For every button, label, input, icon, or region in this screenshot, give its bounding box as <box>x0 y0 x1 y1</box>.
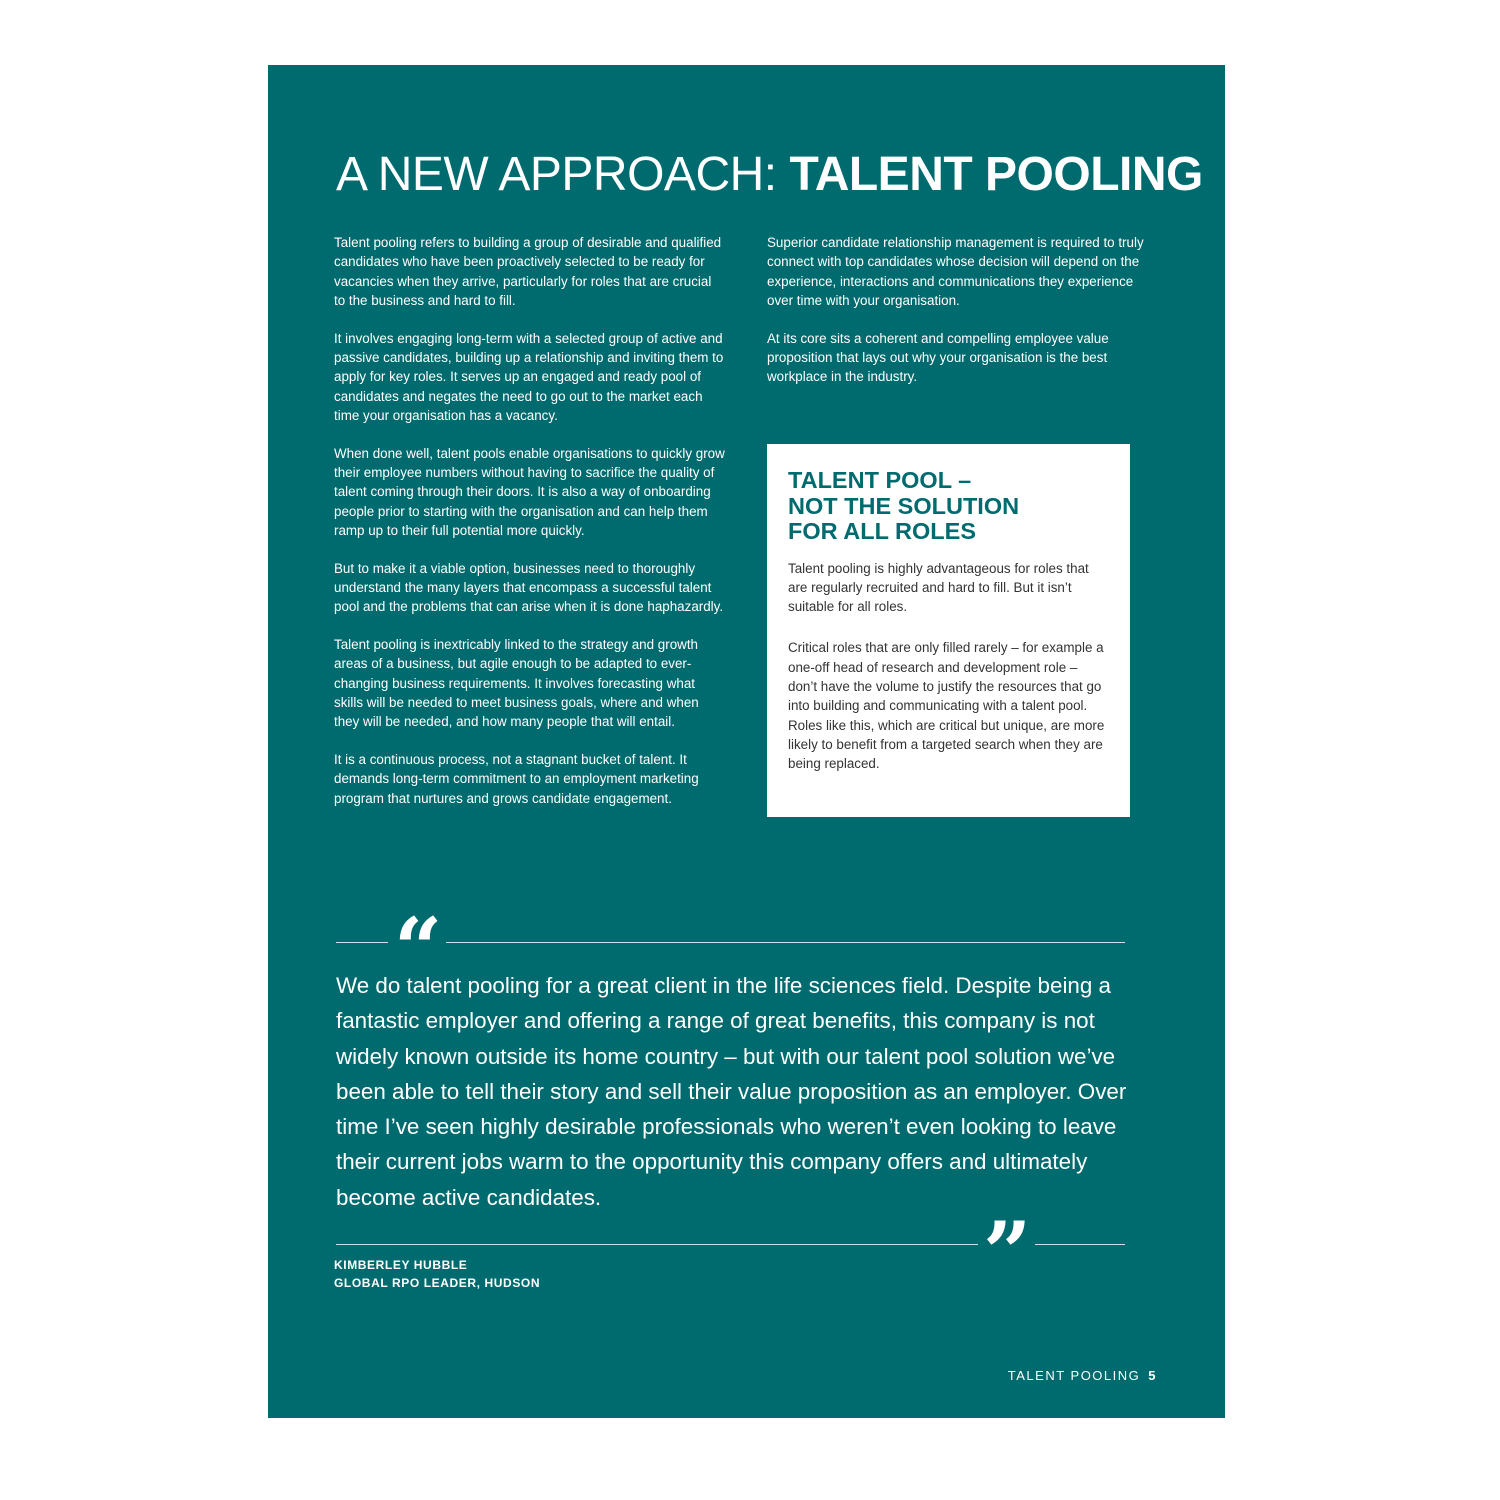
divider-line <box>446 942 1125 943</box>
page-title <box>336 147 1203 203</box>
quote-author: KIMBERLEY HUBBLE <box>334 1258 468 1272</box>
paragraph: At its core sits a coherent and compelling employee value proposition that lays out why your organisation is the best workplace in the industry. <box>767 330 1109 385</box>
title-light: A NEW APPROACH: <box>336 148 790 201</box>
divider-line <box>336 942 388 943</box>
title-bold: TALENT POOLING <box>789 148 1203 201</box>
quote-author-role: GLOBAL RPO LEADER, HUDSON <box>334 1276 541 1290</box>
right-column <box>767 233 1151 405</box>
open-quote-icon: “ <box>394 899 443 998</box>
sidebar-heading-line: NOT THE SOLUTION <box>788 492 1020 519</box>
sidebar-paragraph: Talent pooling is highly advantageous for roles that are regularly recruited and hard to fill. But it isn’t suitable for all roles. <box>788 560 1089 615</box>
divider-line <box>1035 1244 1125 1245</box>
paragraph: Talent pooling is inextricably linked to the strategy and growth areas of a business, but agile enough to be adapted to ever-changing business requirements. It involves forecasting what skills will be needed to meet business goals, where and when they will be needed, and how many people that will entail. <box>334 637 699 730</box>
paragraph: Talent pooling refers to building a group of desirable and qualified candidates who have been proactively selected to be ready for vacancies when they arrive, particularly for roles that are crucial to the business and hard to fill. <box>334 235 722 308</box>
quote-attribution <box>334 1256 540 1292</box>
page-number: 5 <box>1148 1368 1157 1383</box>
pull-quote: We do talent pooling for a great client in the life sciences field. Despite being a fantastic employer and offering a range of great benefits, this company is not widely known outside its home country – but with our talent pool solution we’ve been able to tell their story and sell their value proposition as an employer. Over time I’ve seen highly desirable professionals who weren’t even looking to leave their current jobs warm to the opportunity this company offers and ultimately become active candidates. <box>336 973 1127 1210</box>
quote-top-divider <box>336 899 1125 998</box>
sidebar-paragraph: Critical roles that are only filled rarely – for example a one-off head of research and development role – don’t have the volume to justify the resources that go into building and communicating with a talent pool. Roles like this, which are critical but unique, are more likely to benefit from a targeted search when they are being replaced. <box>788 640 1105 772</box>
paragraph: But to make it a viable option, businesses need to thoroughly understand the many layers that encompass a successful talent pool and the problems that can arise when it is done haphazardly. <box>334 560 724 615</box>
divider-line <box>336 1244 978 1245</box>
sidebar-heading-line: FOR ALL ROLES <box>788 518 976 544</box>
sidebar-heading-line: TALENT POOL – <box>788 467 972 493</box>
page-footer <box>1008 1368 1157 1383</box>
close-quote-icon: ” <box>983 1203 1032 1302</box>
page <box>268 65 1225 1418</box>
paragraph: It involves engaging long-term with a selected group of active and passive candidates, building up a relationship and inviting them to apply for key roles. It serves up an engaged and ready pool of candidates and negates the need to go out to the market each time your organisation has a vacancy. <box>334 330 724 423</box>
paragraph: When done well, talent pools enable organisations to quickly grow their employee numbers without having to sacrifice the quality of talent coming through their doors. It is also a way of onboarding people prior to starting with the organisation and can help them ramp up to their full potential more quickly. <box>334 445 725 538</box>
paragraph: Superior candidate relationship management is required to truly connect with top candidates whose decision will depend on the experience, interactions and communications they experience over time with your organisation. <box>767 235 1144 308</box>
sidebar-box <box>767 444 1130 817</box>
sidebar-heading <box>788 468 1110 545</box>
left-column <box>334 233 726 826</box>
paragraph: It is a continuous process, not a stagnant bucket of talent. It demands long-term commitment to an employment marketing program that nurtures and grows candidate engagement. <box>334 752 699 806</box>
footer-label: TALENT POOLING <box>1007 1368 1141 1383</box>
